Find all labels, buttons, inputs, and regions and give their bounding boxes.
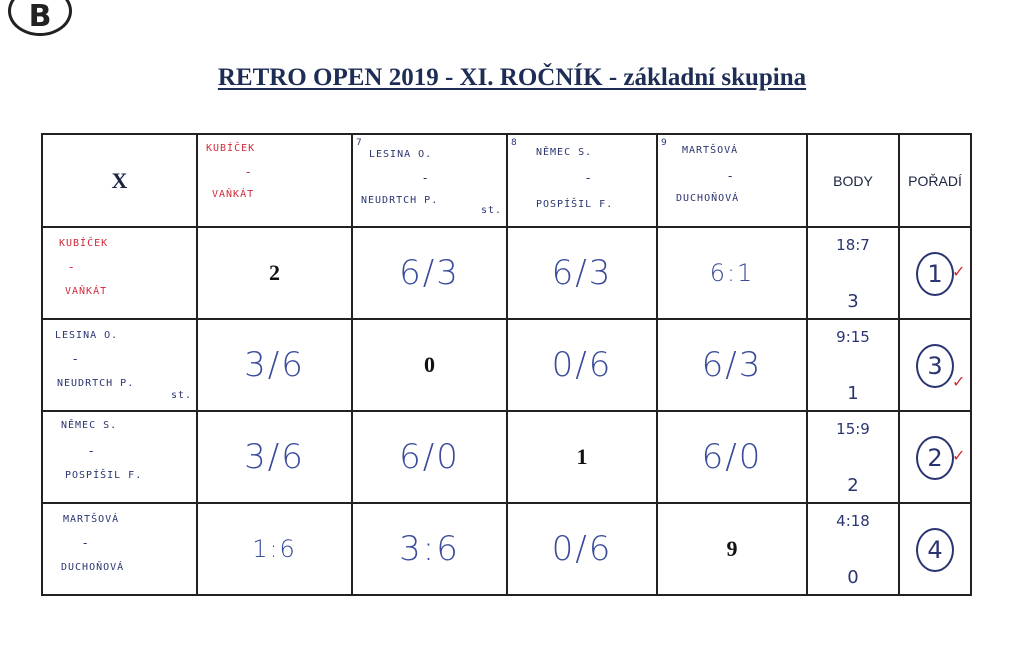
body-cell — [807, 227, 899, 319]
row-1-player-1: KUBÍČEK — [59, 238, 109, 249]
team-4-dash: - — [728, 169, 733, 183]
row-1-dash: - — [69, 260, 74, 274]
results-table — [41, 133, 972, 596]
group-badge — [8, 0, 72, 36]
score-cell: 0/6 — [507, 503, 657, 595]
row-2-player-1: LESINA O. — [55, 330, 119, 341]
body-cell — [807, 319, 899, 411]
row-3-player-2: POSPÍŠIL F. — [65, 470, 143, 481]
row-3-player-1: NĚMEC S. — [61, 420, 118, 431]
corner-cell: X — [42, 134, 197, 227]
score-cell: 6/0 — [352, 411, 507, 503]
team-4-player-2: DUCHOŇOVÁ — [676, 193, 740, 204]
games-ratio: 15:9 — [836, 420, 870, 438]
header-row — [42, 134, 971, 227]
row-2-player-2: NEUDRTCH P. — [57, 378, 135, 389]
row-header-team-4 — [42, 503, 197, 595]
team-1-dash: - — [246, 165, 251, 179]
rank-circle: 2 — [916, 436, 954, 480]
team-2-player-2: NEUDRTCH P. — [361, 195, 439, 206]
row-3-dash: - — [89, 444, 94, 458]
row-4-player-2: DUCHOŇOVÁ — [61, 562, 125, 573]
col-header-team-1 — [197, 134, 352, 227]
team-2-player-1: LESINA O. — [369, 149, 433, 160]
games-ratio: 18:7 — [836, 236, 870, 254]
body-cell — [807, 411, 899, 503]
row-1-player-2: VAŇKÁT — [65, 286, 108, 297]
diagonal-cell: 2 — [197, 227, 352, 319]
check-icon: ✓ — [952, 372, 966, 391]
rank-cell — [899, 503, 971, 595]
team-1-player-2: VAŇKÁT — [212, 189, 255, 200]
body-cell — [807, 503, 899, 595]
rank-cell — [899, 227, 971, 319]
team-3-player-1: NĚMEC S. — [536, 147, 593, 158]
score-cell: 0/6 — [507, 319, 657, 411]
table-row — [42, 503, 971, 595]
row-4-player-1: MARTŠOVÁ — [63, 514, 120, 525]
row-2-dash: - — [73, 352, 78, 366]
row-header-team-3 — [42, 411, 197, 503]
score-cell: 3:6 — [352, 503, 507, 595]
team-3-dash: - — [586, 171, 591, 185]
team-1-player-1: KUBÍČEK — [206, 143, 256, 154]
rank-circle: 4 — [916, 528, 954, 572]
row-4-dash: - — [83, 536, 88, 550]
games-ratio: 4:18 — [836, 512, 870, 530]
score-cell: 6:1 — [657, 227, 807, 319]
points: 1 — [847, 383, 859, 404]
table-row — [42, 411, 971, 503]
col-header-body: BODY — [807, 134, 899, 227]
score-cell: 6/3 — [507, 227, 657, 319]
table-row — [42, 227, 971, 319]
col-header-team-4 — [657, 134, 807, 227]
col-header-rank: POŘADÍ — [899, 134, 971, 227]
team-4-seed: 9 — [661, 138, 667, 148]
table-row — [42, 319, 971, 411]
points: 3 — [847, 291, 859, 312]
diagonal-cell: 0 — [352, 319, 507, 411]
rank-circle: 1 — [916, 252, 954, 296]
points: 0 — [847, 567, 859, 588]
check-icon: ✓ — [952, 446, 966, 465]
score-cell: 6/3 — [657, 319, 807, 411]
page-title: RETRO OPEN 2019 - XI. ROČNÍK - základní skupina — [217, 64, 807, 91]
score-cell: 1:6 — [197, 503, 352, 595]
row-2-suffix: st. — [171, 390, 193, 401]
score-cell: 6/0 — [657, 411, 807, 503]
diagonal-cell: 9 — [657, 503, 807, 595]
team-3-player-2: POSPÍŠIL F. — [536, 199, 614, 210]
group-letter: B — [28, 0, 52, 34]
diagonal-cell: 1 — [507, 411, 657, 503]
col-header-team-2 — [352, 134, 507, 227]
points: 2 — [847, 475, 859, 496]
games-ratio: 9:15 — [836, 328, 870, 346]
team-2-suffix: st. — [481, 205, 503, 216]
score-cell: 6/3 — [352, 227, 507, 319]
rank-cell — [899, 319, 971, 411]
col-header-team-3 — [507, 134, 657, 227]
team-2-dash: - — [423, 171, 428, 185]
rank-cell — [899, 411, 971, 503]
check-icon: ✓ — [952, 262, 966, 281]
team-3-seed: 8 — [511, 138, 517, 148]
score-cell: 3/6 — [197, 411, 352, 503]
row-header-team-2 — [42, 319, 197, 411]
team-4-player-1: MARTŠOVÁ — [682, 145, 739, 156]
score-cell: 3/6 — [197, 319, 352, 411]
row-header-team-1 — [42, 227, 197, 319]
team-2-seed: 7 — [356, 138, 362, 148]
rank-circle: 3 — [916, 344, 954, 388]
